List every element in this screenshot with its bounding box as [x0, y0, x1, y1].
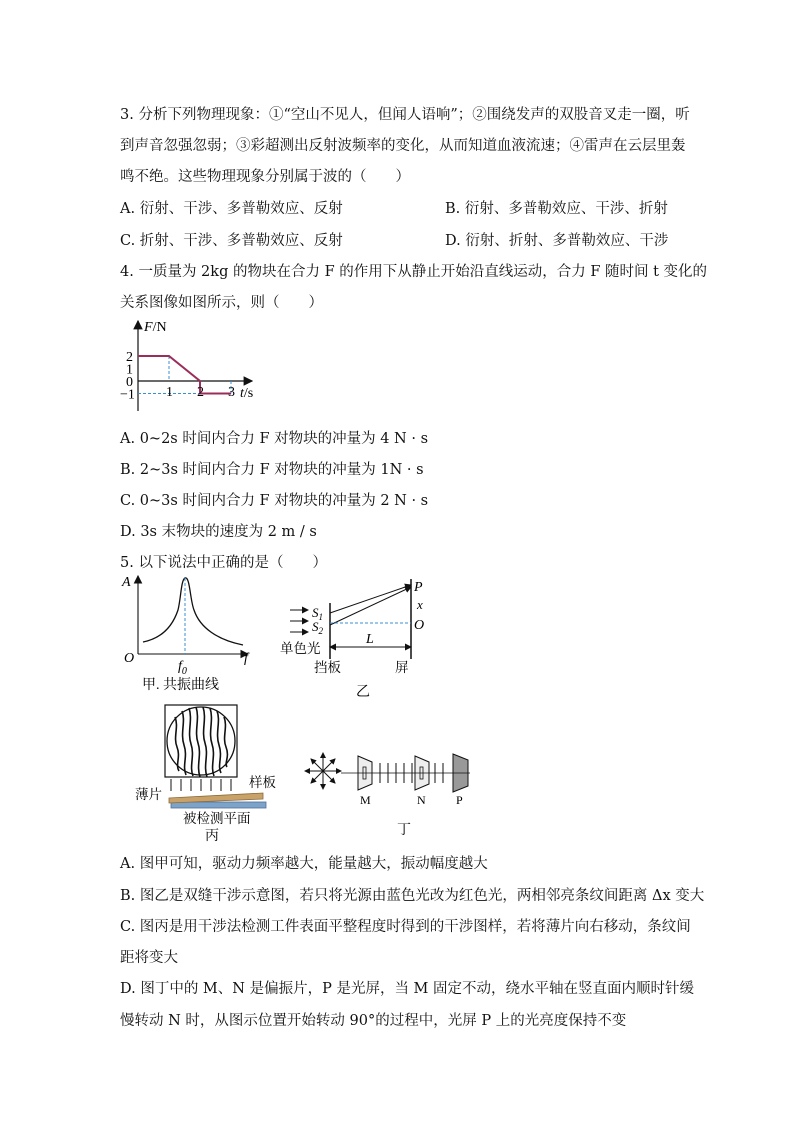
q4-stem-line1: 4. 一质量为 2kg 的物块在合力 F 的作用下从静止开始沿直线运动，合力 F 随时间 t 变化的	[120, 264, 708, 280]
figure-yi-double-slit	[280, 575, 450, 700]
ding-caption: 丁	[397, 823, 411, 838]
y-tick-label: 0	[126, 375, 133, 390]
ding-m: M	[360, 793, 371, 807]
jia-ylabel: A	[122, 575, 131, 590]
yi-screen: 屏	[395, 660, 409, 675]
q4-option-b: B. 2~3s 时间内合力 F 对物块的冲量为 1N · s	[120, 462, 424, 478]
q5-option-b: B. 图乙是双缝干涉示意图，若只将光源由蓝色光改为红色光，两相邻亮条纹间距离 Δx 变大	[120, 888, 705, 904]
yi-s1-sub: 1	[318, 612, 323, 622]
q5-option-c-line1: C. 图丙是用干涉法检测工件表面平整程度时得到的干涉图样，若将薄片向右移动，条纹间	[120, 919, 691, 935]
figure-jia-resonance	[118, 570, 268, 695]
yi-x: x	[417, 597, 423, 612]
ding-p: P	[456, 793, 463, 807]
q4-option-a: A. 0~2s 时间内合力 F 对物块的冲量为 4 N · s	[120, 431, 429, 447]
yi-p: P	[414, 580, 423, 595]
yi-light: 单色光	[280, 641, 321, 656]
q3-option-b: B. 衍射、多普勒效应、干涉、折射	[445, 201, 668, 217]
q5-option-d-line1: D. 图丁中的 M、N 是偏振片，P 是光屏，当 M 固定不动，绕水平轴在竖直面内顺时针缓	[120, 981, 695, 997]
yi-caption: 乙	[356, 685, 370, 700]
q4-stem-line2: 关系图像如图所示，则（ ）	[120, 295, 323, 311]
jia-f0-sub: 0	[181, 666, 187, 677]
x-tick-label: 1	[166, 385, 173, 400]
bing-sheet: 薄片	[135, 787, 162, 802]
yi-s2-sub: 2	[318, 626, 323, 636]
q3-stem-line2: 到声音忽强忽弱；③彩超测出反射波频率的变化，从而知道血液流速；④雷声在云层里轰	[120, 138, 686, 154]
q3-option-d: D. 衍射、折射、多普勒效应、干涉	[445, 233, 669, 249]
x-tick-label: 2	[197, 385, 204, 400]
yi-s2: S	[312, 619, 319, 634]
bing-sample: 样板	[249, 775, 276, 790]
q3-stem-line3: 鸣不绝。这些物理现象分别属于波的（ ）	[120, 169, 410, 185]
q5-option-a: A. 图甲可知，驱动力频率越大，能量越大，振动幅度越大	[120, 856, 488, 872]
x-axis-label: t/s	[240, 386, 254, 401]
q5-stem: 5. 以下说法中正确的是（ ）	[120, 555, 327, 571]
y-tick-label: 1	[126, 362, 133, 378]
y-tick-label: −1	[120, 387, 135, 403]
resonance-curve	[143, 578, 243, 645]
yi-o: O	[414, 618, 425, 633]
y-axis-label: F/N	[144, 320, 167, 335]
jia-f0: f	[178, 659, 182, 674]
figure-bing-interference	[135, 703, 285, 843]
y-tick-label: 2	[126, 350, 133, 365]
yi-s1: S	[312, 605, 319, 620]
yi-l: L	[366, 632, 374, 647]
jia-caption: 甲. 共振曲线	[142, 678, 219, 693]
q3-option-c: C. 折射、干涉、多普勒效应、反射	[120, 233, 343, 249]
figure-ding-polarizers	[300, 748, 480, 848]
q3-option-a: A. 衍射、干涉、多普勒效应、反射	[120, 201, 343, 217]
q4-option-d: D. 3s 末物块的速度为 2 m / s	[120, 524, 317, 540]
jia-xlabel: f	[244, 651, 248, 666]
jia-origin: O	[124, 651, 135, 666]
ding-n: N	[417, 793, 426, 807]
svg-text:f0	[178, 659, 187, 677]
force-series-line	[138, 356, 231, 394]
x-tick-label: 3	[228, 385, 235, 400]
q3-stem-line1: 3. 分析下列物理现象：①“空山不见人，但闻人语响”；②围绕发声的双股音叉走一圈，听	[120, 107, 690, 123]
q5-option-d-line2: 慢转动 N 时，从图示位置开始转动 90°的过程中，光屏 P 上的光亮度保持不变	[120, 1013, 627, 1029]
yi-baffle: 挡板	[314, 660, 341, 675]
q4-option-c: C. 0~3s 时间内合力 F 对物块的冲量为 2 N · s	[120, 493, 429, 509]
q5-option-c-line2: 距将变大	[120, 950, 178, 966]
bing-surface: 被检测平面	[183, 811, 251, 826]
bing-caption: 丙	[205, 829, 219, 843]
force-time-chart	[118, 315, 268, 415]
